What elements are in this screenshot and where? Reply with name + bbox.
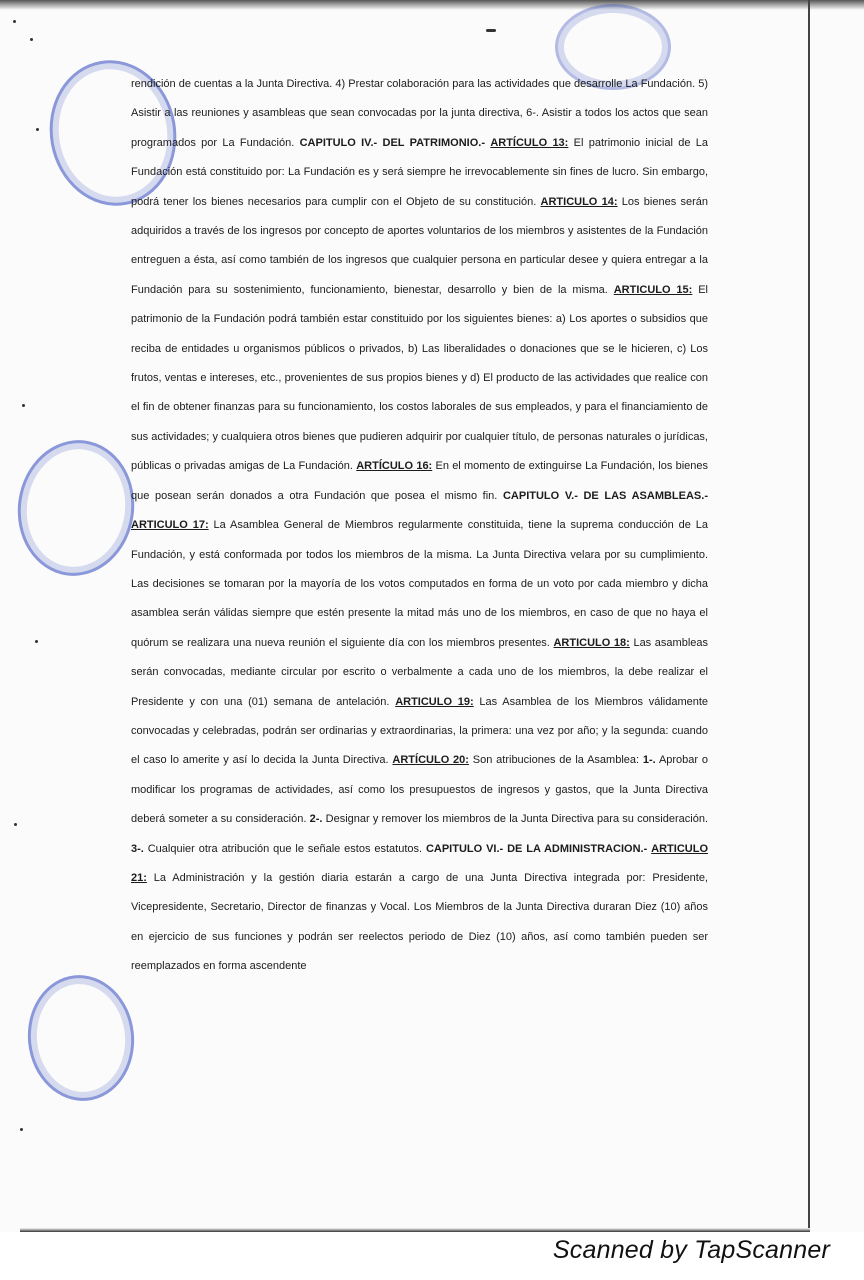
article-number: ARTICULO 15: — [613, 283, 693, 296]
seal-stamp-bottom-left — [22, 970, 141, 1106]
body-text-segment: La Administración y la gestión diaria estarán a cargo de una Junta Directiva integrada por: Presidente, Vicepresidente, Secretario, Director de finanzas y Vocal. Los Miembros de la Junta Directiva duraran Diez (10) años en ejercicio de sus funciones y podrán ser reelectos periodo de Diez (10) años, así como también pueden ser reemplazados en forma ascendente — [131, 871, 708, 973]
chapter-heading: CAPITULO IV.- DEL PATRIMONIO.- — [299, 136, 485, 149]
seal-stamp-middle-left — [9, 433, 143, 584]
article-number: ARTICULO 18: — [553, 636, 630, 649]
body-text-segment: Aprobar o modificar los programas de actividades, así como los presupuestos de ingresos y gastos, que la Junta Directiva deberá someter a su consideración. — [131, 754, 709, 826]
body-text-segment: La Asamblea General de Miembros regularmente constituida, tiene la suprema conducción de La Fundación, y está conformada por todos los miembros de la misma. La Junta Directiva velara por su cumplimiento. Las decisiones se tomaran por la mayoría de los votos computados en forma de un voto por cada miembro y dicha asamblea serán válidas siempre que estén presente la mitad más uno de los miembros, en caso de que no haya el quórum se realizara una nueva reunión el siguiente día con los miembros presentes. — [131, 519, 709, 649]
body-text-segment: El patrimonio inicial de La Fundación está constituido por: La Fundación es y será siempre he irrevocablemente sin fines de lucro. Sin embargo, podrá tener los bienes necesarios para cumplir con el Objeto de su constitución. — [131, 136, 708, 208]
scan-speck — [36, 128, 39, 131]
body-text-segment: Designar y remover los miembros de la Junta Directiva para su consideración. — [322, 813, 708, 826]
chapter-heading: CAPITULO V.- DE LAS ASAMBLEAS.- — [502, 489, 708, 502]
chapter-heading: CAPITULO VI.- DE LA ADMINISTRACION.- — [425, 842, 648, 855]
scan-speck — [486, 29, 496, 32]
body-text-segment: Las asambleas serán convocadas, mediante circular por escrito o verbalmente a cada uno de los miembros, la debe realizar el Presidente y con una (01) semana de antelación. — [131, 636, 708, 708]
scan-speck — [35, 640, 38, 643]
article-number: ARTICULO 19: — [395, 695, 474, 708]
body-text-segment: Son atribuciones de la Asamblea: — [468, 754, 643, 767]
article-number: ARTICULO 14: — [540, 195, 618, 208]
chapter-heading: 3-. — [131, 842, 144, 855]
article-number: ARTÍCULO 16: — [356, 460, 433, 473]
scan-speck — [13, 20, 16, 23]
body-text-segment: El patrimonio de la Fundación podrá también estar constituido por los siguientes bienes: a) Los aportes o subsidios que reciba de entidades u organismos públicos o privados, b) Las liberalidades o donaciones que se le hicieren, c) Los frutos, ventas e intereses, etc., provenientes de sus propios bienes y d) El producto de las actividades que realice con el fin de obtener finanzas para su funcionamiento, los costos laborales de sus empleados, y para el financiamiento de sus actividades; y cualquiera otros bienes que pudieren adquirir por cualquier título, de personas naturales o jurídicas, públicas o privadas amigas de La Fundación. — [131, 283, 708, 473]
body-text-segment: Los bienes serán adquiridos a través de los ingresos por concepto de aportes voluntarios de los miembros y asistentes de la Fundación entreguen a ésta, así como también de los ingresos que cualquier persona en particular desee y quiera entregar a la Fundación para su sostenimiento, funcionamiento, bienestar, desarrollo y bien de la misma. — [131, 195, 708, 296]
scan-speck — [14, 823, 17, 826]
chapter-heading: 1-. — [642, 754, 656, 767]
scan-speck — [20, 1128, 23, 1131]
body-text-segment: Las Asamblea de los Miembros válidamente convocadas y celebradas, podrán ser ordinarias y extraordinarias, la primera: una vez por año; y la segunda: cuando el caso lo amerite y así lo decida la Junta Directiva. — [131, 695, 709, 767]
body-text-segment: En el momento de extinguirse La Fundación, los bienes que posean serán donados a otra Fundación que posea el mismo fin. — [131, 460, 708, 502]
document-body-text — [131, 70, 708, 982]
article-number: ARTICULO 17: — [131, 519, 209, 532]
article-number: ARTÍCULO 13: — [490, 136, 569, 149]
top-scan-border — [0, 0, 864, 10]
scanner-watermark: Scanned by TapScanner — [552, 1236, 830, 1264]
scan-speck — [22, 404, 25, 407]
article-number: ARTICULO 21: — [131, 842, 708, 884]
right-scan-border — [808, 0, 810, 1232]
chapter-heading: 2-. — [309, 813, 323, 826]
article-number: ARTÍCULO 20: — [392, 754, 469, 767]
scan-speck — [30, 38, 33, 41]
body-text-segment: Cualquier otra atribución que le señale estos estatutos. — [143, 842, 426, 855]
body-text-segment: rendición de cuentas a la Junta Directiva. 4) Prestar colaboración para las actividades que desarrolle La Fundación. 5) Asistir a las reuniones y asambleas que sean convocadas por la junta directiva, 6-. Asistir a todos los actos que sean programados por La Fundación. — [131, 78, 708, 149]
